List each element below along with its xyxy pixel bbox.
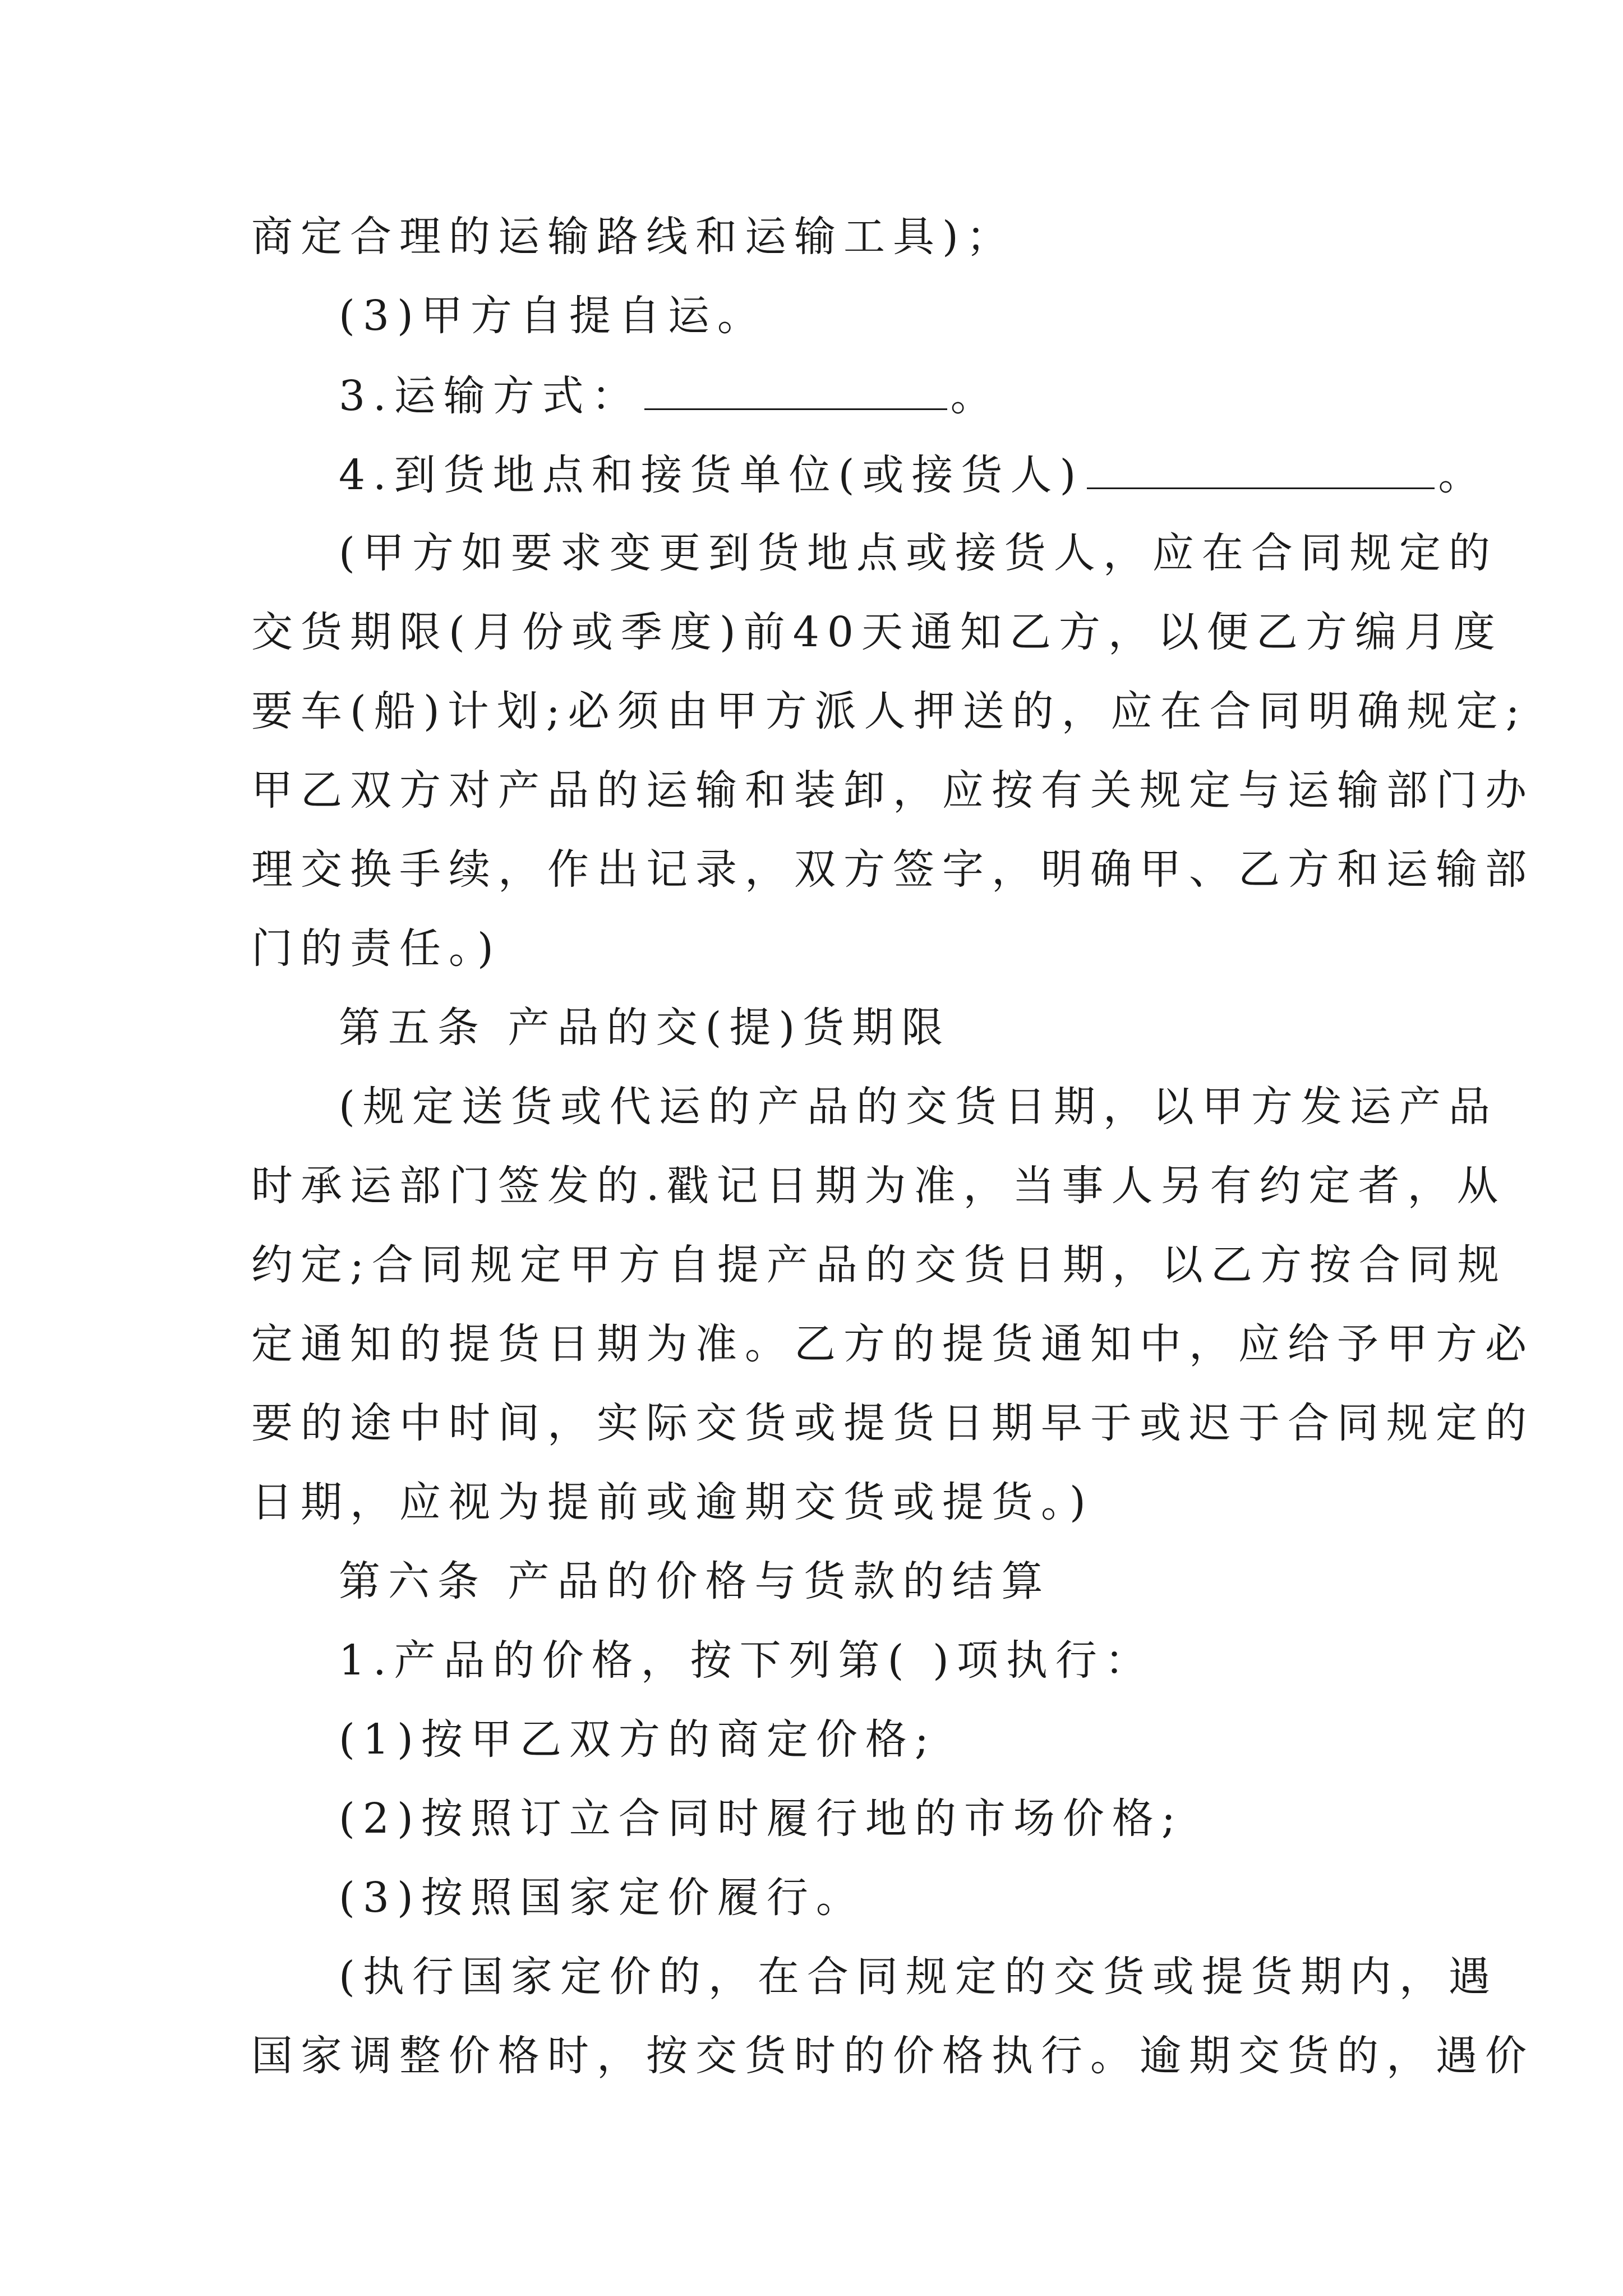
text-line-content: (3)甲方自提自运。	[339, 292, 767, 340]
text-line	[339, 367, 1460, 424]
line-end-mark: 。	[950, 372, 1000, 420]
text-line-content: (1)按甲乙双方的商定价格;	[339, 1715, 937, 1764]
text-line	[251, 921, 1373, 977]
section-heading-text: 第六条 产品的价格与货款的结算	[339, 1557, 1051, 1605]
text-line-content: (甲方如要求变更到货地点或接货人，应在合同规定的	[339, 529, 1498, 577]
clause-label: 3.运输方式：	[339, 372, 641, 420]
text-line-content: 国家调整价格时，按交货时的价格执行。逾期交货的，遇价	[251, 2032, 1534, 2080]
text-line	[251, 683, 1528, 739]
text-line-content: 交货期限(月份或季度)前40天通知乙方，以便乙方编月度	[251, 608, 1503, 656]
text-line	[251, 1395, 1534, 1451]
text-line	[251, 1158, 1506, 1214]
text-line	[251, 841, 1534, 898]
text-line	[339, 1949, 1498, 2005]
text-line	[339, 1711, 1460, 1768]
text-line	[339, 1870, 1460, 1926]
text-line	[339, 525, 1498, 581]
text-line	[339, 446, 1488, 503]
text-line	[251, 762, 1534, 818]
fill-in-blank[interactable]	[1087, 446, 1435, 489]
text-line-content: 要的途中时间，实际交货或提货日期早于或迟于合同规定的	[251, 1399, 1534, 1447]
text-line-content: 要车(船)计划;必须由甲方派人押送的，应在合同明确规定;	[251, 687, 1528, 735]
text-line-content: 时承运部门签发的.戳记日期为准，当事人另有约定者，从	[251, 1162, 1506, 1210]
text-line	[339, 1791, 1460, 1847]
text-line	[251, 1237, 1507, 1293]
text-line	[251, 604, 1503, 660]
line-end-mark: 。	[1438, 451, 1488, 499]
section-heading	[339, 1553, 1460, 1609]
text-line	[251, 1316, 1534, 1372]
text-line-content: 甲乙双方对产品的运输和装卸，应按有关规定与运输部门办	[251, 766, 1534, 815]
fill-in-blank[interactable]	[644, 367, 947, 410]
text-line-content: (规定送货或代运的产品的交货日期，以甲方发运产品	[339, 1083, 1498, 1131]
section-heading-text: 第五条 产品的交(提)货期限	[339, 1004, 951, 1052]
text-line-content: 1.产品的价格，按下列第( )项执行：	[339, 1636, 1154, 1685]
text-line	[339, 1632, 1460, 1688]
text-line-content: (2)按照订立合同时履行地的市场价格;	[339, 1795, 1183, 1843]
text-line	[339, 288, 1460, 344]
text-line	[251, 1474, 1373, 1530]
section-heading	[339, 1000, 1460, 1056]
text-line-content: 商定合理的运输路线和运输工具)；	[251, 213, 1016, 261]
text-line-content: 定通知的提货日期为准。乙方的提货通知中，应给予甲方必	[251, 1320, 1534, 1368]
text-line-content: (3)按照国家定价履行。	[339, 1874, 865, 1922]
text-line-content: 日期，应视为提前或逾期交货或提货。)	[251, 1478, 1094, 1526]
text-line-content: 门的责任。)	[251, 924, 501, 973]
clause-label: 4.到货地点和接货单位(或接货人)	[339, 451, 1084, 499]
text-line	[339, 1079, 1498, 1135]
text-line	[251, 209, 1373, 265]
text-line	[251, 2028, 1534, 2084]
text-line-content: 约定;合同规定甲方自提产品的交货日期，以乙方按合同规	[251, 1241, 1507, 1289]
text-line-content: 理交换手续，作出记录，双方签字，明确甲、乙方和运输部	[251, 845, 1534, 894]
text-line-content: (执行国家定价的，在合同规定的交货或提货期内，遇	[339, 1953, 1498, 2001]
